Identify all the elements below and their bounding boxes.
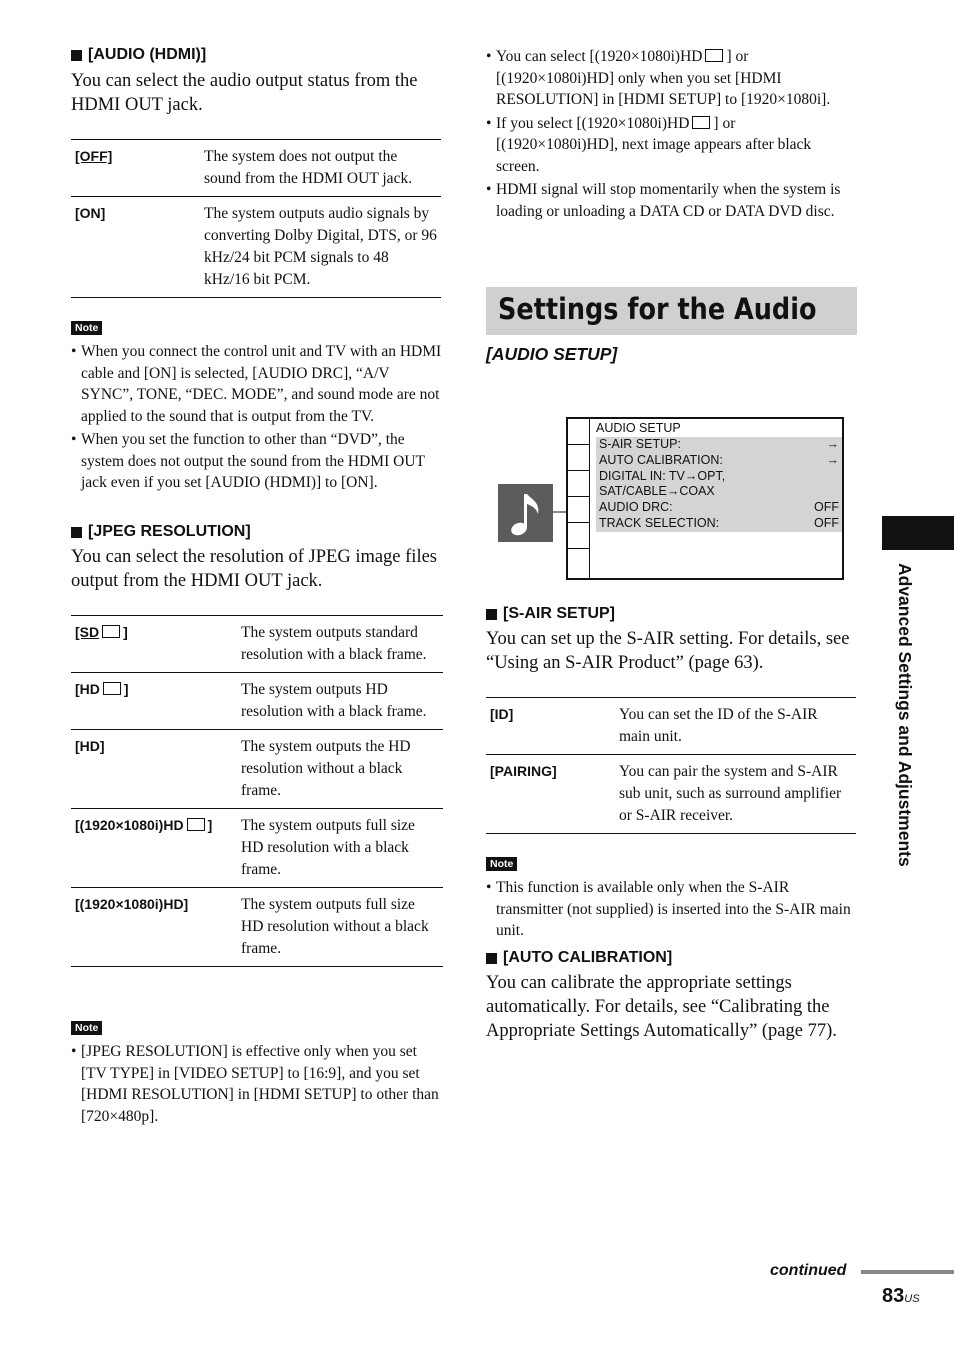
option-desc: The system outputs HD resolution with a black frame. — [237, 673, 443, 730]
section-title: Settings for the Audio — [498, 292, 817, 326]
chapter-tab-label — [893, 563, 917, 923]
page-number-suffix: US — [904, 1293, 920, 1305]
table-row — [71, 197, 441, 298]
osd-menu-item[interactable] — [596, 500, 842, 516]
jpeg-resolution-table — [71, 615, 443, 967]
continued-label: continued — [770, 1262, 847, 1279]
osd-item-label: DIGITAL IN: TV→OPT, SAT/CABLE→COAX — [599, 468, 726, 499]
sair-setup-heading-text: [S-AIR SETUP] — [503, 605, 615, 622]
option-desc: The system outputs standard resolution with a black frame. — [237, 616, 443, 673]
osd-item-label: AUDIO DRC: — [599, 500, 673, 515]
bullet-text: HDMI signal will stop momentarily when the system is loading or unloading a DATA CD or DATA DVD disc. — [496, 181, 841, 220]
table-row — [71, 673, 443, 730]
option-key: [OFF] — [75, 148, 113, 164]
bullet-text: If you select [(1920×1080i)HD — [496, 114, 690, 132]
osd-item-value: → — [826, 437, 839, 451]
sair-setup-intro: You can set up the S-AIR setting. For details, see “Using an S-AIR Product” (page 63). — [486, 629, 850, 673]
osd-menu-item[interactable] — [596, 516, 842, 532]
option-key-suffix: ] — [123, 624, 128, 640]
osd-item-value: → — [826, 452, 839, 467]
jpeg-resolution-heading-text: [JPEG RESOLUTION] — [88, 523, 251, 540]
black-frame-icon — [103, 682, 121, 695]
black-frame-icon — [705, 49, 723, 62]
option-key: [ID] — [490, 706, 514, 722]
section-title-bar — [486, 287, 857, 335]
continued-rule — [861, 1270, 954, 1274]
osd-screen — [566, 417, 844, 580]
bullet-text: ] or [(1920×1080i)HD] only when you set [HDMI RESOLUTION] in [HDMI SETUP] to [1920×1080i]. — [496, 48, 831, 108]
osd-item-label: TRACK SELECTION: — [599, 515, 720, 530]
table-row — [71, 888, 443, 967]
audio-hdmi-note — [71, 318, 443, 496]
note-item: • When you connect the control unit and TV with an HDMI cable and [ON] is selected, [AUDIO DRC], “A/V SYNC”, TONE, “DEC. MODE”, and sound mode are not applied to the sound that is output from the TV. — [71, 341, 443, 427]
note-item: • [JPEG RESOLUTION] is effective only when you set [TV TYPE] in [VIDEO SETUP] to [16:9], and you set [HDMI RESOLUTION] in [HDMI SETUP] to other than [720×480p]. — [71, 1041, 443, 1127]
option-desc: The system outputs full size HD resolution without a black frame. — [237, 888, 443, 967]
option-desc: The system outputs audio signals by converting Dolby Digital, DTS, or 96 kHz/24 bit PCM signals to 48 kHz/16 bit PCM. — [200, 197, 441, 298]
black-frame-icon — [692, 116, 710, 129]
music-note-icon — [498, 484, 553, 542]
jpeg-resolution-heading — [71, 523, 443, 541]
osd-item-value: OFF — [814, 515, 839, 530]
option-desc: The system does not output the sound from the HDMI OUT jack. — [200, 140, 441, 197]
black-frame-icon — [102, 625, 120, 638]
chapter-tab — [882, 516, 954, 550]
option-key: [PAIRING] — [490, 763, 557, 779]
square-bullet-icon — [71, 527, 82, 538]
audio-hdmi-heading-text: [AUDIO (HDMI)] — [88, 46, 207, 63]
osd-item-value: OFF — [814, 500, 839, 515]
option-key: [ON] — [75, 205, 106, 221]
hdmi-bullets — [486, 46, 858, 224]
auto-calibration-heading-text: [AUTO CALIBRATION] — [503, 949, 673, 966]
table-row — [71, 730, 443, 809]
note-badge: Note — [71, 321, 102, 335]
audio-hdmi-heading — [71, 46, 443, 64]
jpeg-resolution-intro: You can select the resolution of JPEG image files output from the HDMI OUT jack. — [71, 547, 437, 591]
note-badge: Note — [71, 1021, 102, 1035]
option-key: [(1920×1080i)HD] — [75, 896, 189, 912]
table-row — [71, 809, 443, 888]
jpeg-resolution-note — [71, 1018, 443, 1129]
note-item: • When you set the function to other than “DVD”, the system does not output the sound from the HDMI OUT jack even if you set [AUDIO (HDMI)] to [ON]. — [71, 429, 443, 494]
table-row — [71, 140, 441, 197]
option-desc: The system outputs full size HD resolution with a black frame. — [237, 809, 443, 888]
osd-sidebar — [568, 419, 590, 578]
sair-setup-heading — [486, 605, 858, 623]
square-bullet-icon — [71, 50, 82, 61]
list-item — [486, 46, 858, 111]
bullet-text: ] or [(1920×1080i)HD], next image appears after black screen. — [496, 114, 812, 175]
option-key-suffix: ] — [123, 681, 129, 697]
option-key: [SD — [75, 624, 100, 640]
option-desc: You can set the ID of the S-AIR main unit. — [615, 698, 856, 755]
table-row — [486, 755, 856, 834]
sair-setup-note — [486, 854, 858, 944]
option-key-suffix: ] — [207, 817, 213, 833]
table-row — [71, 616, 443, 673]
sair-setup-table — [486, 697, 856, 834]
option-desc: You can pair the system and S-AIR sub unit, such as surround amplifier or S-AIR receiver. — [615, 755, 856, 834]
osd-menu-item[interactable] — [596, 469, 842, 501]
option-key: [HD — [75, 681, 100, 697]
page-number: 83 — [882, 1285, 905, 1307]
list-item — [486, 179, 858, 222]
audio-hdmi-table — [71, 139, 441, 298]
osd-title: AUDIO SETUP — [596, 421, 681, 435]
audio-hdmi-intro: You can select the audio output status from the HDMI OUT jack. — [71, 71, 418, 115]
auto-calibration-heading — [486, 949, 858, 967]
option-key: [HD] — [75, 738, 105, 754]
list-item — [486, 113, 858, 178]
osd-menu — [596, 437, 842, 532]
page-number-block — [882, 1285, 920, 1308]
osd-menu-item[interactable] — [596, 453, 842, 469]
chapter-tab-text: Advanced Settings and Adjustments — [895, 563, 915, 867]
black-frame-icon — [187, 818, 205, 831]
osd-item-label: S-AIR SETUP: — [599, 437, 681, 451]
table-row — [486, 698, 856, 755]
note-item: • This function is available only when the S-AIR transmitter (not supplied) is inserted into the S-AIR main unit. — [486, 877, 858, 942]
bullet-text: You can select [(1920×1080i)HD — [496, 48, 703, 65]
osd-menu-item[interactable] — [596, 437, 842, 453]
square-bullet-icon — [486, 953, 497, 964]
osd-item-label: AUTO CALIBRATION: — [599, 452, 723, 467]
note-badge: Note — [486, 857, 517, 871]
option-key: [(1920×1080i)HD — [75, 817, 184, 833]
option-desc: The system outputs the HD resolution without a black frame. — [237, 730, 443, 809]
auto-calibration-intro: You can calibrate the appropriate settings automatically. For details, see “Calibrating the Appropriate Settings Automatically” (page 77). — [486, 973, 837, 1041]
square-bullet-icon — [486, 609, 497, 620]
section-subtitle: [AUDIO SETUP] — [486, 344, 618, 364]
